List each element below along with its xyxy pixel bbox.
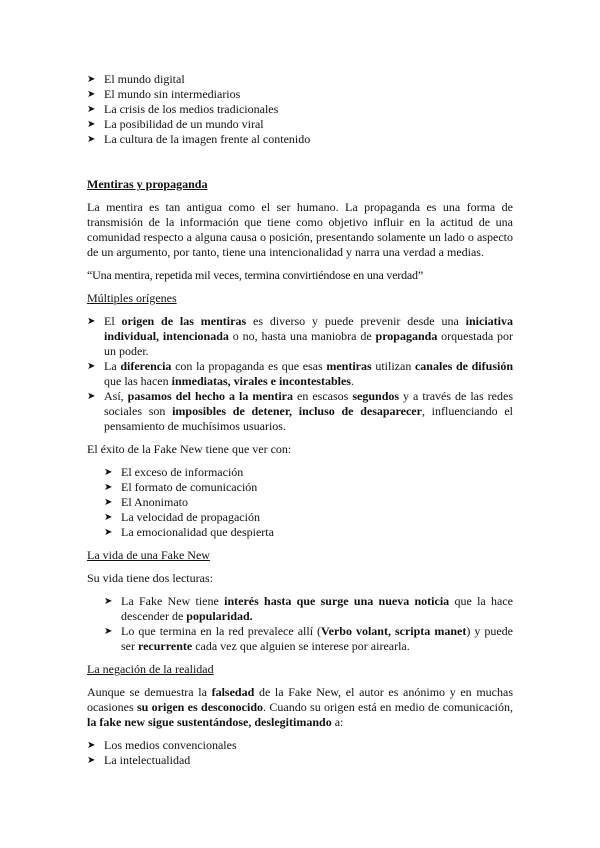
list-item: ➤ La cultura de la imagen frente al contenido — [87, 132, 311, 146]
section-heading-mentiras: Mentiras y propaganda — [87, 177, 208, 191]
list-item: ➤ El exceso de información — [104, 465, 244, 479]
quote: “Una mentira, repetida mil veces, termina convirtiéndose en una verdad” — [87, 268, 423, 282]
list-item: ➤ Lo que termina en la red prevalece allí (Verbo volant, scripta manet) y puede ser recurrente cada vez que alguien se interese por airearla. — [104, 624, 513, 653]
negacion-list — [87, 738, 513, 768]
paragraph-negacion: Aunque se demuestra la falsedad de la Fake New, el autor es anónimo y en muchas ocasiones su origen es desconocido. Cuando su origen está en medio de comunicación, la fake new sigue sustentándose, deslegitimando a: — [87, 685, 514, 729]
arrow-bullet-icon: ➤ — [104, 527, 113, 538]
arrow-bullet-icon: ➤ — [87, 361, 96, 372]
arrow-bullet-icon: ➤ — [104, 467, 113, 478]
list-item: ➤ El formato de comunicación — [104, 480, 258, 494]
arrow-bullet-icon: ➤ — [87, 755, 96, 766]
list-item: ➤ La Fake New tiene interés hasta que surge una nueva noticia que la hace descender de popularidad. — [104, 594, 513, 623]
arrow-bullet-icon: ➤ — [87, 316, 96, 327]
vida-intro: Su vida tiene dos lecturas: — [87, 571, 213, 585]
arrow-bullet-icon: ➤ — [104, 626, 113, 637]
list-item: ➤ La intelectualidad — [87, 753, 191, 767]
arrow-bullet-icon: ➤ — [87, 89, 96, 100]
arrow-bullet-icon: ➤ — [87, 119, 96, 130]
arrow-bullet-icon: ➤ — [87, 134, 96, 145]
list-item: ➤ La posibilidad de un mundo viral — [87, 117, 264, 131]
section-heading-vida: La vida de una Fake New — [87, 548, 210, 562]
arrow-bullet-icon: ➤ — [87, 74, 96, 85]
exito-list — [87, 465, 513, 540]
list-item: ➤ La crisis de los medios tradicionales — [87, 102, 279, 116]
list-item: ➤ Así, pasamos del hecho a la mentira en escasos segundos y a través de las redes sociales son imposibles de detener, incluso de desaparecer, influenciando el pensamiento de muchísimos usuarios. — [87, 389, 514, 433]
arrow-bullet-icon: ➤ — [104, 512, 113, 523]
list-item: ➤ Los medios convencionales — [87, 738, 237, 752]
arrow-bullet-icon: ➤ — [104, 596, 113, 607]
list-item: ➤ La emocionalidad que despierta — [104, 525, 274, 539]
list-item: ➤ El Anonimato — [104, 495, 188, 509]
arrow-bullet-icon: ➤ — [104, 497, 113, 508]
top-bullet-list — [87, 72, 513, 147]
arrow-bullet-icon: ➤ — [87, 104, 96, 115]
list-item: ➤ El mundo digital — [87, 72, 185, 86]
arrow-bullet-icon: ➤ — [87, 391, 96, 402]
arrow-bullet-icon: ➤ — [87, 740, 96, 751]
list-item: ➤ El mundo sin intermediarios — [87, 87, 241, 101]
list-item: ➤ La velocidad de propagación — [104, 510, 260, 524]
paragraph-mentiras: La mentira es tan antigua como el ser humano. La propaganda es una forma de transmisión de la información que tiene como objetivo influir en la actitud de una comunidad respecto a alguna causa o posición, presentando solamente un lado o aspecto de un argumento, por tanto, tiene una intencionalidad y narra una verdad a medias. — [87, 200, 513, 259]
section-heading-negacion: La negación de la realidad — [87, 662, 214, 676]
vida-list — [87, 594, 513, 654]
list-item: ➤ El origen de las mentiras es diverso y puede prevenir desde una iniciativa individual, intencionada o no, hasta una maniobra de propaganda orquestada por un poder. — [87, 314, 514, 358]
origenes-list — [87, 314, 513, 434]
exito-intro: El éxito de la Fake New tiene que ver con: — [87, 442, 292, 456]
section-heading-origenes: Múltiples orígenes — [87, 291, 177, 305]
arrow-bullet-icon: ➤ — [104, 482, 113, 493]
list-item: ➤ La diferencia con la propaganda es que esas mentiras utilizan canales de difusión que las hacen inmediatas, virales e incontestables. — [87, 359, 513, 388]
document-page — [87, 72, 513, 768]
